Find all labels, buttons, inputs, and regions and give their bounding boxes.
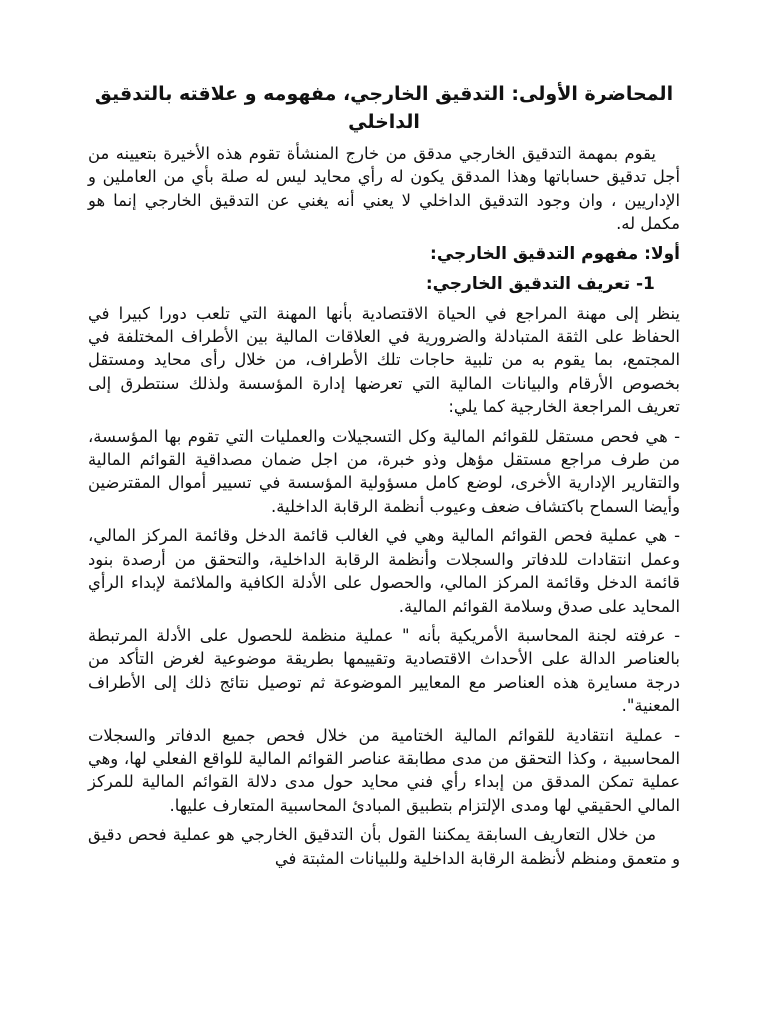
subsection-title: تعريف التدقيق الخارجي: xyxy=(425,273,631,294)
intro-paragraph: يقوم بمهمة التدقيق الخارجي مدقق من خارج المنشأة تقوم هذه الأخيرة بتعيينه من أجل تدقيق حساباتها وهذا المدقق يكون له رأي محايد ليس له صلة بأي من العاملين و الإداريين ، وان وجود التدقيق الداخلي لا يعني أنه يغني عن التدقيق الخارجي إنما هو مكمل له. xyxy=(88,144,680,234)
subsection-heading xyxy=(88,272,680,296)
section-heading: أولا: مفهوم التدقيق الخارجي: xyxy=(430,243,680,264)
subsection-number: -1 xyxy=(636,273,655,294)
conclusion-paragraph: من خلال التعاريف السابقة يمكننا القول بأن التدقيق الخارجي هو عملية فحص دقيق و متعمق ومنظم لأنظمة الرقابة الداخلية وللبيانات المثبتة في xyxy=(88,825,680,868)
definition-item: - هي عملية فحص القوائم المالية وهي في الغالب قائمة الدخل وقائمة المركز المالي، وعمل انتقادات للدفاتر والسجلات وأنظمة الرقابة الداخلية، والتحقق من أرصدة بنود قائمة الدخل وقائمة المركز المالي، والحصول على الأدلة الكافية والملائمة لإبداء الرأي المحايد على صدق وسلامة القوائم المالية. xyxy=(88,526,680,616)
lecture-title: المحاضرة الأولى: التدقيق الخارجي، مفهومه و علاقته بالتدقيق الداخلي xyxy=(94,83,674,133)
definition-item: - عملية انتقادية للقوائم المالية الختامية من خلال فحص جميع الدفاتر والسجلات المحاسبية ، وكذا التحقق من مدى مطابقة عناصر القوائم المالية للواقع الفعلي لها، وهي عملية تمكن المدقق من إبداء رأي فني محايد حول مدى دلالة القوائم المالية للمركز المالي الحقيقي لها ومدى الإلتزام بتطبيق المبادئ المحاسبية المتعارف عليها. xyxy=(88,725,680,815)
definition-item: - هي فحص مستقل للقوائم المالية وكل التسجيلات والعمليات التي تقوم بها المؤسسة، من طرف مراجع مستقل مؤهل وذو خبرة، من اجل ضمان مصداقية القوائم المالية والتقارير الإدارية الأخرى، لوضع كامل مسؤولية المؤسسة في تسيير أموال المقترضين وأيضا السماح باكتشاف ضعف وعيوب أنظمة الرقابة الداخلية. xyxy=(88,426,680,516)
definition-item: - عرفته لجنة المحاسبة الأمريكية بأنه " عملية منظمة للحصول على الأدلة المرتبطة بالعناصر الدالة على الأحداث الاقتصادية وتقييمها بطريقة موضوعية لغرض التأكد من درجة مسايرة هذه العناصر مع المعايير الموضوعة ثم توصيل نتائج ذلك إلى الأطراف المعنية". xyxy=(88,625,680,716)
definition-intro-paragraph: ينظر إلى مهنة المراجع في الحياة الاقتصادية بأنها المهنة التي تلعب دورا كبيرا في الحفاظ على الثقة المتبادلة والضرورية في العلاقات المالية بين الأطراف المختلفة في المجتمع، بما يقوم به من تلبية حاجات تلك الأطراف، من خلال رأى محايد ومستقل بخصوص الأرقام والبيانات المالية التي تعرضها إدارة المؤسسة ولذلك سنتطرق إلى تعريف المراجعة الخارجية كما يلي: xyxy=(88,303,680,417)
